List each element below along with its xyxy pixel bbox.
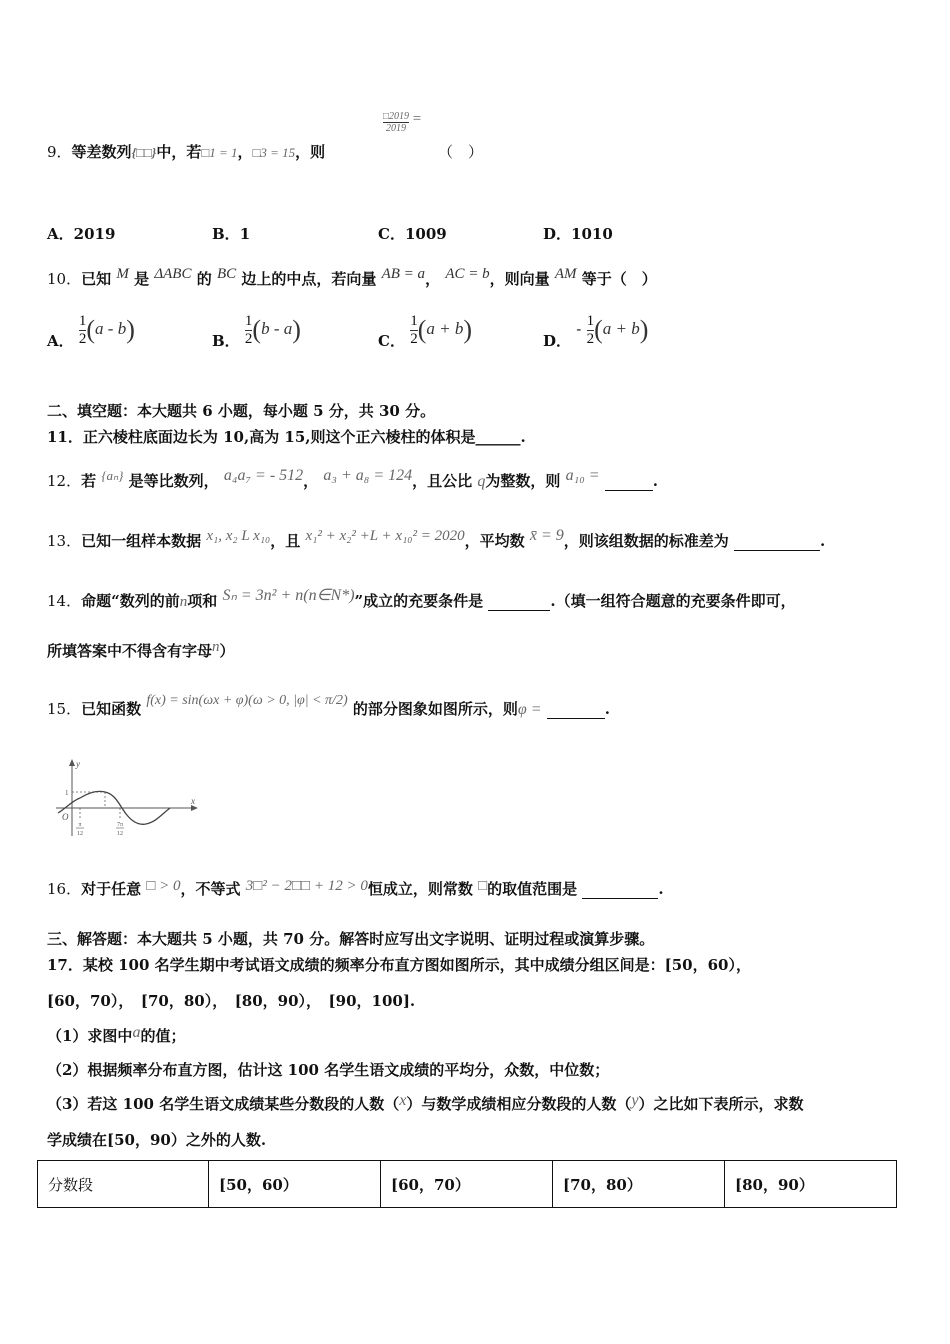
q9-sequence: {□□} — [131, 145, 157, 160]
q10-option-b-expr: b - a — [261, 319, 293, 338]
q17-part3-line2: 学成绩在[50，90）之外的人数. — [47, 1131, 267, 1149]
q9-cond1: □1 = 1 — [201, 145, 238, 160]
q17-line1: 17．某校 100 名学生期中考试语文成绩的频率分布直方图如图所示，其中成绩分组区间是：[50，60）， — [47, 956, 751, 974]
q13-data: x₁, x₂ L x₁₀ — [206, 528, 271, 544]
q10-option-a[interactable]: A． $\frac{1}{2}$ (a - b) — [47, 313, 135, 350]
q10-option-a-expr: a - b — [95, 319, 127, 338]
q9-option-b[interactable]: B．1 — [212, 225, 251, 243]
q10-option-b[interactable]: B． $\frac{1}{2}$ (b - a) — [212, 313, 301, 350]
q9-fraction — [383, 111, 421, 134]
q10-text-4: 边上的中点，若向量 — [241, 270, 377, 288]
q10-text-5: ，则向量 — [489, 270, 550, 288]
q15-line: 15．已知函数 f(x) = sin(ωx + φ)(ω > 0, |φ| < π/2) 的部分图象如图所示，则φ = . — [47, 693, 610, 718]
q13-line: 13．已知一组样本数据 x₁, x₂ L x₁₀，且 x₁² + x₂² +L + x₁₀² = 2020，平均数 x̄ = 9，则该组数据的标准差为 . — [47, 527, 826, 550]
graph-x-label: x — [191, 796, 195, 806]
q14-answer-blank[interactable] — [488, 596, 550, 611]
q10-AC: AC = b — [445, 266, 490, 282]
q13-answer-blank[interactable] — [734, 536, 820, 551]
q14-line2: 所填答案中不得含有字母n） — [47, 639, 235, 660]
q9-option-d[interactable]: D．1010 — [543, 225, 613, 243]
q12-a10: a₁₀ = — [565, 467, 600, 484]
q10-option-c-expr: a + b — [426, 319, 464, 338]
q10-AM: AM — [554, 266, 577, 282]
q10-text-3: 的 — [196, 270, 212, 288]
q17-ratio-table — [37, 1160, 897, 1208]
q10-line — [47, 268, 657, 289]
q16-cond: □ > 0 — [146, 878, 181, 894]
q15-answer-blank[interactable] — [547, 704, 605, 719]
table-cell: [50，60） — [209, 1161, 381, 1208]
q17-part1: （1）求图中a的值； — [47, 1024, 186, 1045]
q9-text-2: 中，若 — [156, 143, 202, 161]
q10-triangle: ΔABC — [154, 266, 192, 282]
q9-line — [47, 141, 325, 162]
q12-sequence: {aₙ} — [101, 468, 124, 483]
q12-line: 12．若 {aₙ} 是等比数列， a₄a₇ = - 512， a₃ + a₈ = 124，且公比 q为整数，则 a₁₀ = . — [47, 467, 659, 490]
q10-M: M — [116, 266, 129, 282]
q12-answer-blank[interactable] — [605, 476, 653, 491]
q14-formula: Sₙ = 3n² + n(n∈N*) — [222, 587, 355, 604]
q10-text-2: 是 — [134, 270, 150, 288]
q16-inequality: 3□² − 2□□ + 12 > 0 — [245, 878, 368, 894]
q9-option-a[interactable]: A．2019 — [47, 225, 116, 243]
q17-part2: （2）根据频率分布直方图，估计这 100 名学生语文成绩的平均分，众数，中位数； — [47, 1061, 610, 1079]
q10-option-d-expr: a + b — [602, 319, 640, 338]
graph-origin: O — [62, 812, 69, 822]
q9-paren: （ ） — [438, 143, 484, 161]
q15-formula: f(x) = sin(ωx + φ)(ω > 0, |φ| < π/2) — [146, 693, 348, 708]
q11: 11．正六棱柱底面边长为 10,高为 15,则这个正六棱柱的体积是______. — [47, 428, 526, 446]
table-header-cell: 分数段 — [38, 1161, 209, 1208]
q16-answer-blank[interactable] — [582, 884, 658, 899]
q9-number: 9． — [47, 143, 72, 161]
q9-comma: ， — [237, 143, 253, 161]
q12-cond2: a₃ + a₈ = 124 — [323, 467, 413, 484]
q10-option-d[interactable]: D． - $\frac{1}{2}$ (a + b) — [543, 313, 649, 350]
table-row — [38, 1161, 897, 1208]
graph-tick1-den: 12 — [77, 831, 83, 837]
q9-cond2: □3 = 15 — [252, 145, 296, 160]
q12-cond1: a₄a₇ = - 512 — [223, 467, 304, 484]
q13-sum: x₁² + x₂² +L + x₁₀² = 2020 — [305, 528, 465, 544]
graph-tick2-den: 12 — [117, 831, 123, 837]
q10-option-c[interactable]: C． $\frac{1}{2}$ (a + b) — [378, 313, 473, 350]
q17-part3: （3）若这 100 名学生语文成绩某些分数段的人数（x）与数学成绩相应分数段的人数（y）之比如下表所示，求数 — [47, 1092, 804, 1113]
q9-text-3: ，则 — [295, 143, 326, 161]
graph-tick1-num: π — [78, 822, 82, 828]
table-cell: [80，90） — [725, 1161, 897, 1208]
q10-BC: BC — [216, 266, 237, 282]
q10-AB: AB = a — [381, 266, 426, 282]
q10-number: 10． — [47, 270, 82, 288]
q10-sep: ， — [425, 270, 441, 288]
y-axis-arrow — [69, 759, 75, 766]
q17-line2: [60，70）， [70，80）， [80，90）， [90，100]. — [47, 992, 416, 1010]
q9-equals: = — [412, 111, 422, 127]
q10-text-6: 等于（ ） — [581, 270, 657, 288]
section2-heading: 二、填空题：本大题共 6 小题，每小题 5 分，共 30 分。 — [47, 402, 436, 420]
q9-text-1: 等差数列 — [71, 143, 132, 161]
graph-tick2-num: 7π — [116, 822, 124, 828]
q9-frac-num: □2019 — [383, 111, 410, 122]
q13-mean: x̄ = 9 — [529, 527, 564, 544]
q9-option-c[interactable]: C．1009 — [378, 225, 447, 243]
graph-one-label: 1 — [65, 789, 69, 797]
section3-heading: 三、解答题：本大题共 5 小题，共 70 分。解答时应写出文字说明、证明过程或演算步骤。 — [47, 930, 655, 948]
q16-line: 16．对于任意 □ > 0，不等式 3□² − 2□□ + 12 > 0恒成立，则常数 □的取值范围是 . — [47, 878, 664, 898]
table-cell: [60，70） — [381, 1161, 553, 1208]
q15-sine-graph — [52, 756, 202, 840]
q12-q: q — [477, 473, 486, 490]
table-cell: [70，80） — [553, 1161, 725, 1208]
graph-y-label: y — [76, 759, 80, 769]
q10-text-1: 已知 — [81, 270, 112, 288]
q14-line: 14．命题“数列的前n项和 Sₙ = 3n² + n(n∈N*)”成立的充要条件是 .（填一组符合题意的充要条件即可， — [47, 587, 796, 610]
q9-frac-den: 2019 — [386, 123, 407, 134]
